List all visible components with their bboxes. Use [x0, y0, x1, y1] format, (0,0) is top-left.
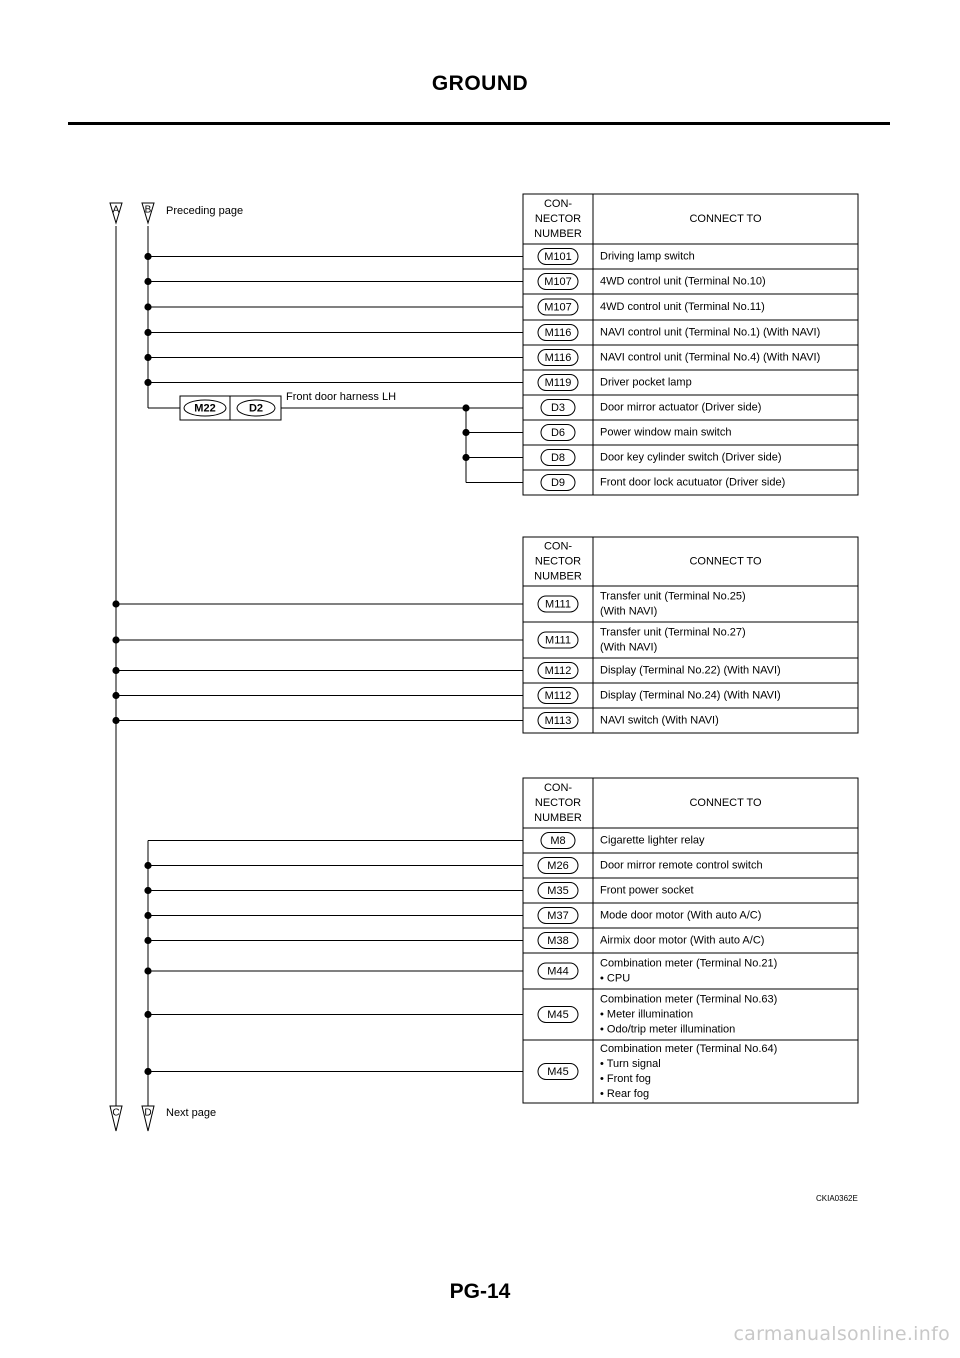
- connector-number: M111: [545, 634, 571, 647]
- connect-to-text: Display (Terminal No.22) (With NAVI): [600, 664, 781, 677]
- splice-dot: [462, 429, 469, 436]
- connect-to-text: Driving lamp switch: [600, 250, 695, 263]
- table-header-connector: NECTOR: [534, 555, 582, 568]
- harness-label: Front door harness LH: [286, 390, 397, 403]
- figure-code: CKIA0362E: [816, 1194, 858, 1203]
- connector-number: M113: [544, 714, 572, 727]
- connector-number: M38: [547, 934, 569, 947]
- splice-dot: [144, 937, 151, 944]
- page-title: GROUND: [431, 72, 529, 95]
- splice-dot: [144, 1068, 151, 1075]
- connect-to-text: Airmix door motor (With auto A/C): [600, 934, 765, 947]
- splice-dot: [144, 1011, 151, 1018]
- connect-to-text: Display (Terminal No.24) (With NAVI): [600, 689, 781, 702]
- inline-connector-left: M22: [194, 402, 216, 415]
- table-header-connector: NUMBER: [534, 811, 582, 824]
- connector-number: M8: [550, 834, 566, 847]
- connector-number: M112: [544, 664, 572, 677]
- splice-dot: [112, 600, 119, 607]
- connect-to-text: Door key cylinder switch (Driver side): [600, 451, 782, 464]
- splice-dot: [144, 862, 151, 869]
- table-header-connect-to: CONNECT TO: [689, 796, 762, 809]
- connect-to-text: Door mirror remote control switch: [600, 859, 763, 872]
- table-header-connect-to: CONNECT TO: [689, 555, 762, 568]
- connect-to-text: Power window main switch: [600, 426, 732, 439]
- connector-number: M111: [545, 598, 571, 611]
- connector-number: D6: [550, 426, 566, 439]
- connect-to-text: NAVI control unit (Terminal No.4) (With NAVI): [600, 351, 821, 364]
- connect-to-text: • CPU: [600, 972, 631, 985]
- page-link-letter: C: [112, 1107, 120, 1119]
- next-page-label: Next page: [166, 1106, 217, 1119]
- splice-dot: [462, 454, 469, 461]
- connect-to-text: • Turn signal: [600, 1057, 661, 1070]
- connect-to-text: Combination meter (Terminal No.64): [600, 1042, 778, 1055]
- table-header-connector: CON-: [543, 540, 573, 553]
- connect-to-text: Front power socket: [600, 884, 694, 897]
- connect-to-text: Transfer unit (Terminal No.25): [600, 590, 746, 603]
- connector-number: M35: [547, 884, 569, 897]
- connector-number: M101: [544, 250, 572, 263]
- connector-number: M44: [547, 965, 569, 978]
- splice-dot: [144, 354, 151, 361]
- table-header-connector: NUMBER: [534, 227, 582, 240]
- splice-dot: [144, 379, 151, 386]
- connect-to-text: Driver pocket lamp: [600, 376, 692, 389]
- connect-to-text: Combination meter (Terminal No.63): [600, 993, 778, 1006]
- connect-to-text: Mode door motor (With auto A/C): [600, 909, 762, 922]
- table-header-connector: NECTOR: [534, 212, 582, 225]
- table-header-connector: NUMBER: [534, 570, 582, 583]
- connector-number: M116: [544, 326, 572, 339]
- connect-to-text: NAVI control unit (Terminal No.1) (With NAVI): [600, 326, 821, 339]
- connect-to-text: Combination meter (Terminal No.21): [600, 957, 778, 970]
- connect-to-text: Front door lock acutuator (Driver side): [600, 476, 786, 489]
- connect-to-text: Cigarette lighter relay: [600, 834, 705, 847]
- splice-dot: [144, 967, 151, 974]
- connect-to-text: (With NAVI): [600, 605, 658, 618]
- table-header-connect-to: CONNECT TO: [689, 212, 762, 225]
- connector-number: M45: [547, 1008, 569, 1021]
- splice-dot: [144, 253, 151, 260]
- connect-to-text: (With NAVI): [600, 641, 658, 654]
- connector-number: M45: [547, 1065, 569, 1078]
- splice-dot: [144, 912, 151, 919]
- footer-watermark: carmanualsonline.info: [733, 1323, 950, 1345]
- splice-dot: [112, 717, 119, 724]
- connector-number: M112: [544, 689, 572, 702]
- connector-number: D3: [550, 401, 566, 414]
- splice-dot: [144, 278, 151, 285]
- splice-dot: [112, 692, 119, 699]
- page-number: PG-14: [449, 1280, 511, 1303]
- preceding-page-label: Preceding page: [166, 204, 244, 217]
- splice-dot: [144, 887, 151, 894]
- splice-dot: [462, 404, 469, 411]
- table-header-connector: CON-: [543, 197, 573, 210]
- connector-number: D9: [550, 476, 566, 489]
- page-link-letter: A: [112, 204, 120, 216]
- splice-dot: [112, 636, 119, 643]
- connect-to-text: Transfer unit (Terminal No.27): [600, 626, 746, 639]
- connect-to-text: NAVI switch (With NAVI): [600, 714, 719, 727]
- page-link-letter: D: [144, 1107, 152, 1119]
- connect-to-text: 4WD control unit (Terminal No.10): [600, 275, 766, 288]
- splice-dot: [144, 303, 151, 310]
- connect-to-text: • Front fog: [600, 1072, 651, 1085]
- table-header-connector: NECTOR: [534, 796, 582, 809]
- table-header-connector: CON-: [543, 781, 573, 794]
- connector-number: M116: [544, 351, 572, 364]
- page-link-letter: B: [144, 204, 152, 216]
- connect-to-text: • Rear fog: [600, 1087, 650, 1100]
- splice-dot: [144, 329, 151, 336]
- connect-to-text: • Meter illumination: [600, 1008, 694, 1021]
- splice-dot: [112, 667, 119, 674]
- connector-number: D8: [550, 451, 566, 464]
- connector-number: M107: [544, 301, 572, 314]
- connector-number: M37: [547, 909, 569, 922]
- connect-to-text: 4WD control unit (Terminal No.11): [600, 300, 765, 313]
- connect-to-text: Door mirror actuator (Driver side): [600, 401, 762, 414]
- connector-number: M119: [544, 376, 572, 389]
- connector-number: M26: [547, 859, 569, 872]
- connector-number: M107: [544, 275, 572, 288]
- inline-connector-right: D2: [248, 402, 264, 415]
- connect-to-text: • Odo/trip meter illumination: [600, 1023, 736, 1036]
